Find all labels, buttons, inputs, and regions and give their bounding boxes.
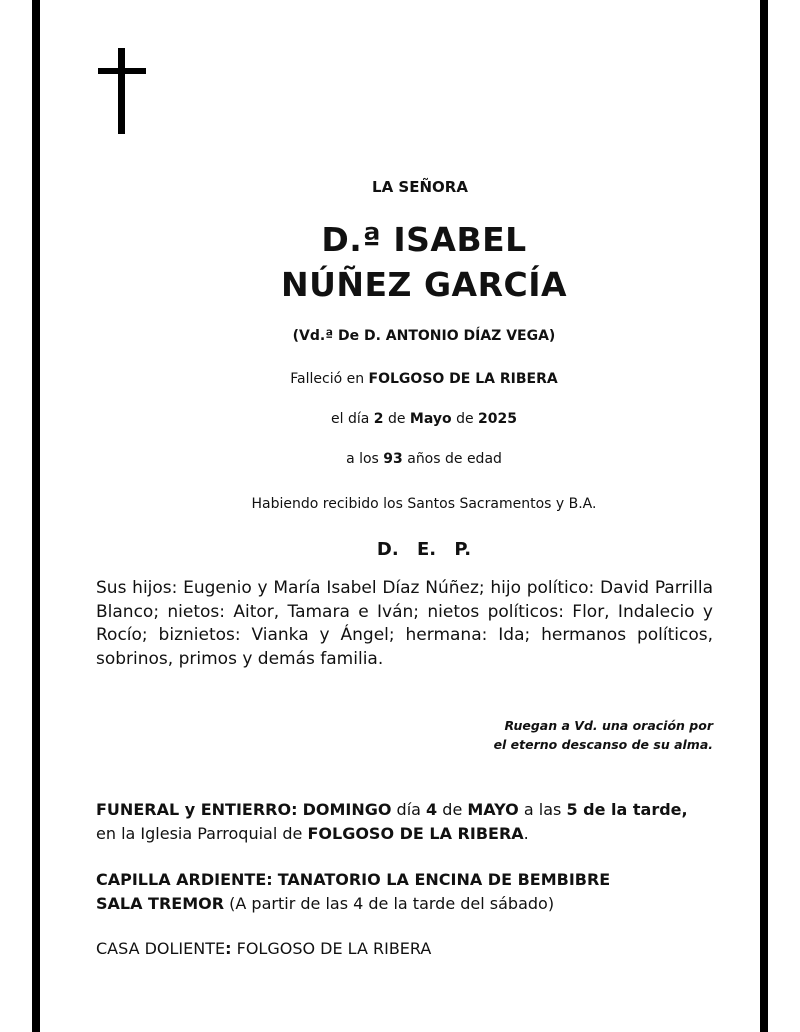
funeral-block bbox=[96, 798, 688, 846]
left-border bbox=[32, 0, 40, 1032]
death-year: 2025 bbox=[478, 411, 517, 427]
capilla-room: SALA TREMOR bbox=[96, 894, 225, 913]
right-border bbox=[760, 0, 768, 1032]
funeral-time: 5 de la tarde, bbox=[566, 800, 688, 819]
de-2: de bbox=[456, 411, 474, 427]
death-place: FOLGOSO DE LA RIBERA bbox=[368, 371, 558, 387]
funeral-period: . bbox=[523, 824, 529, 843]
funeral-de: de bbox=[442, 800, 463, 819]
capilla-label: CAPILLA ARDIENTE bbox=[96, 870, 267, 889]
death-place-line bbox=[24, 371, 800, 387]
funeral-label: FUNERAL y ENTIERRO: bbox=[96, 800, 298, 819]
funeral-day: 4 bbox=[426, 800, 438, 819]
fallecio-label: Falleció en bbox=[290, 371, 365, 387]
death-date-line bbox=[24, 411, 800, 427]
funeral-at: a las bbox=[523, 800, 562, 819]
capilla-place: TANATORIO LA ENCINA DE BEMBIBRE bbox=[277, 870, 611, 889]
funeral-place: FOLGOSO DE LA RIBERA bbox=[307, 824, 524, 843]
cross-icon bbox=[98, 48, 146, 134]
casa-colon: : bbox=[225, 939, 232, 958]
heading: LA SEÑORA bbox=[372, 178, 468, 196]
capilla-block bbox=[96, 868, 610, 916]
funeral-month: MAYO bbox=[467, 800, 519, 819]
dep: D. E. P. bbox=[376, 539, 472, 560]
casa-label: CASA DOLIENTE bbox=[96, 939, 226, 958]
prayer-line-2: el eterno descanso de su alma. bbox=[493, 737, 713, 752]
capilla-colon: : bbox=[266, 870, 273, 889]
capilla-note: (A partir de las 4 de la tarde del sábado) bbox=[229, 894, 555, 913]
casa-block bbox=[96, 937, 431, 961]
age-line bbox=[24, 451, 800, 467]
funeral-place-prefix: en la Iglesia Parroquial de bbox=[96, 824, 303, 843]
dia-label: el día bbox=[331, 411, 370, 427]
casa-place: FOLGOSO DE LA RIBERA bbox=[236, 939, 432, 958]
death-month: Mayo bbox=[409, 411, 452, 427]
prayer bbox=[494, 716, 713, 754]
death-day: 2 bbox=[373, 411, 384, 427]
funeral-dia: día bbox=[396, 800, 421, 819]
name-line-1: D.ª ISABEL bbox=[321, 220, 527, 259]
age-value: 93 bbox=[383, 451, 403, 467]
de-1: de bbox=[387, 411, 406, 427]
age-prefix: a los bbox=[346, 451, 379, 467]
age-suffix: años de edad bbox=[407, 451, 502, 467]
name-line-2: NÚÑEZ GARCÍA bbox=[280, 265, 568, 304]
funeral-weekday: DOMINGO bbox=[302, 800, 392, 819]
widow-of: (Vd.ª De D. ANTONIO DÍAZ VEGA) bbox=[292, 328, 556, 344]
family-paragraph: Sus hijos: Eugenio y María Isabel Díaz Núñez; hijo político: David Parrilla Blanco; nietos: Aitor, Tamara e Iván; nietos políticos: Flor, Indalecio y Rocío; biznietos: Vianka y Ángel; hermana: Ida; hermanos políticos, sobrinos, primos y demás familia. bbox=[96, 578, 713, 669]
sacraments: Habiendo recibido los Santos Sacramentos y B.A. bbox=[251, 496, 597, 512]
prayer-line-1: Ruegan a Vd. una oración por bbox=[504, 718, 713, 733]
